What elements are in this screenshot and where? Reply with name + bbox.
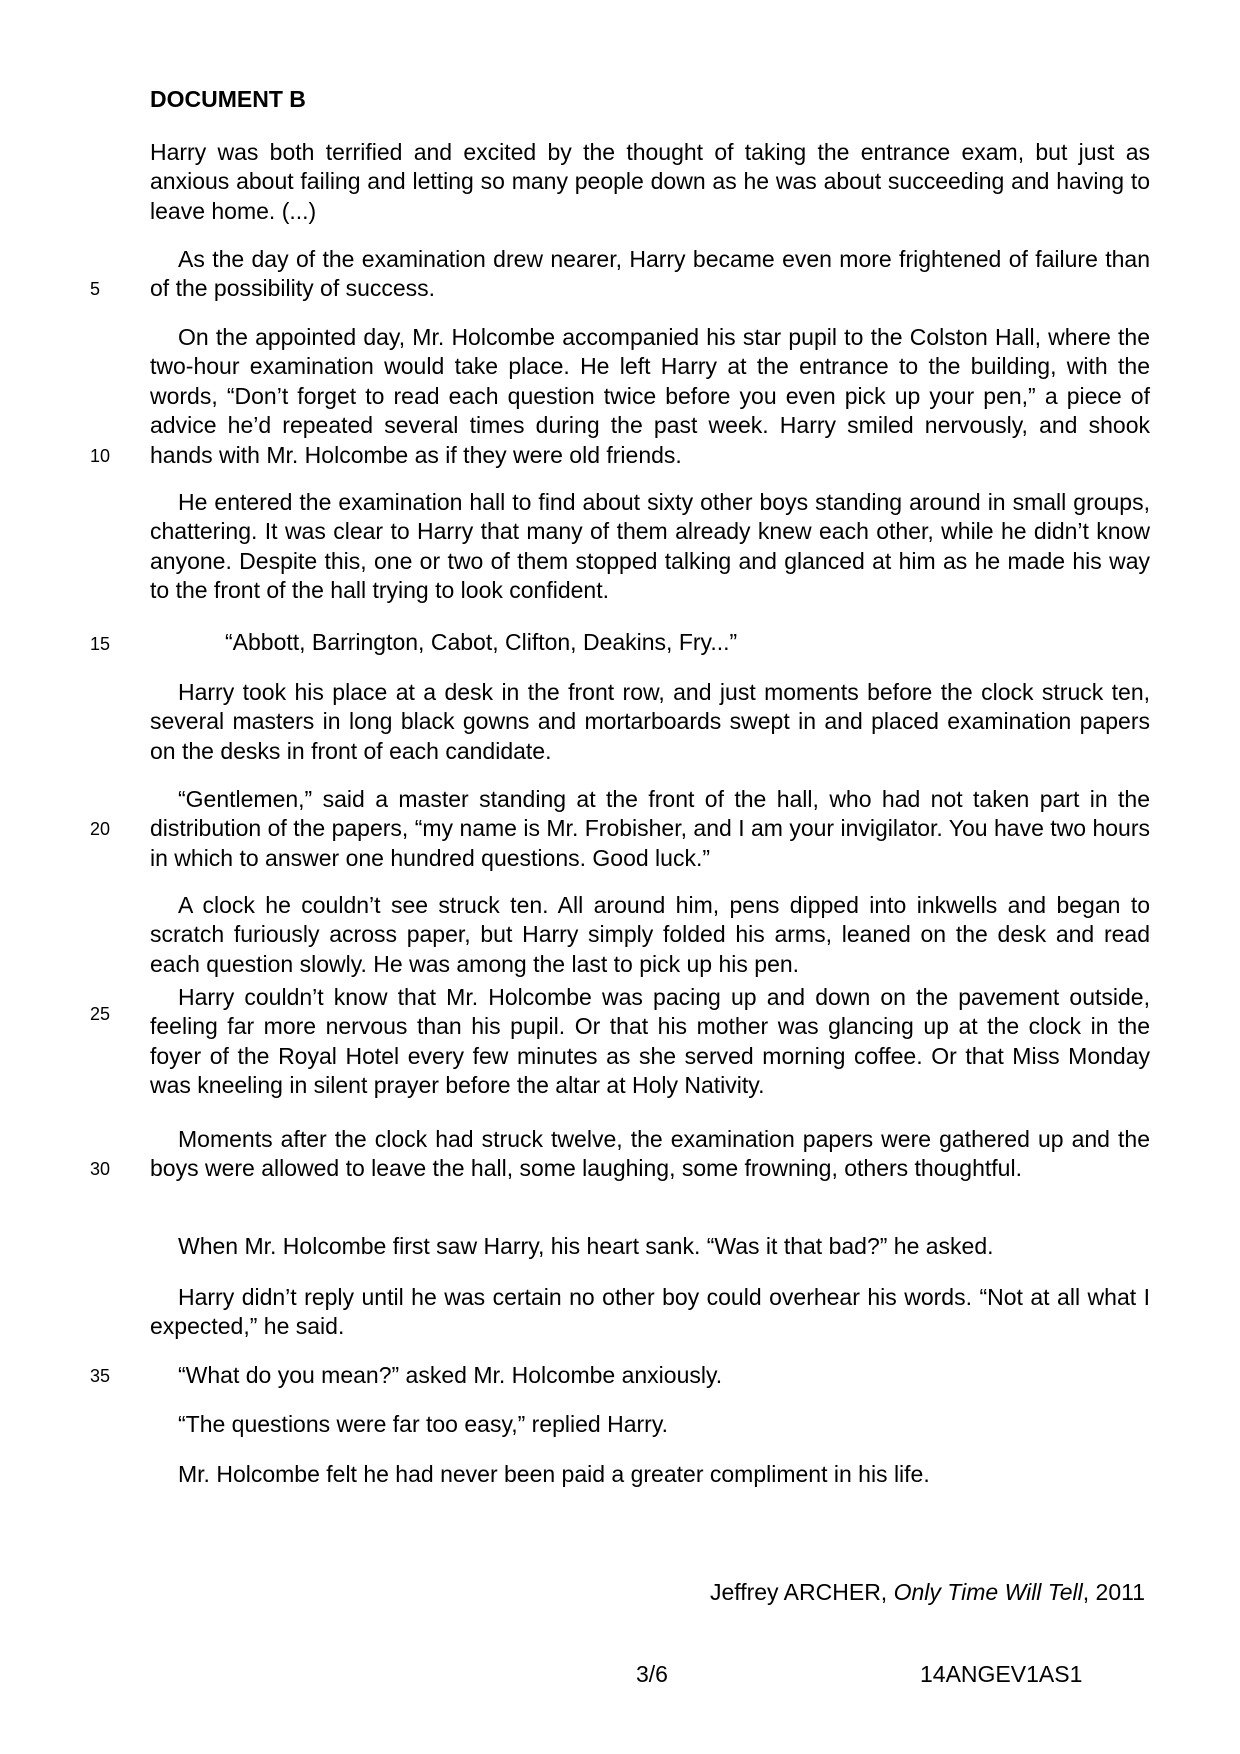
line-number: 10 [90, 446, 111, 466]
paragraph-14: “The questions were far too easy,” replied Harry. [178, 1411, 669, 1437]
paragraph-1: Harry was both terrified and excited by the thought of taking the entrance exam, but just as anxious about failing and letting so many people down as he was about succeeding and having to leave home. (...) [150, 139, 1150, 224]
page-number: 3/6 [636, 1661, 668, 1687]
page-title: DOCUMENT B [150, 86, 306, 112]
exam-code: 14ANGEV1AS1 [920, 1661, 1083, 1687]
line-number: 35 [90, 1366, 111, 1386]
paragraph-3: On the appointed day, Mr. Holcombe accompanied his star pupil to the Colston Hall, where the two-hour examination would take place. He left Harry at the entrance to the building, with the words, “Don’t forget to read each question twice before you even pick up your pen,” a piece of advice he’d repeated several times during the past week. Harry smiled nervously, and shook hands with Mr. Holcombe as if they were old friends. [150, 324, 1150, 468]
citation-year: , 2011 [1082, 1579, 1145, 1605]
paragraph-5: “Abbott, Barrington, Cabot, Clifton, Deakins, Fry...” [225, 629, 738, 655]
paragraph-15: Mr. Holcombe felt he had never been paid a greater compliment in his life. [178, 1461, 930, 1487]
line-number: 5 [90, 279, 101, 299]
citation-author: Jeffrey ARCHER, [709, 1579, 894, 1605]
paragraph-7: “Gentlemen,” said a master standing at the front of the hall, who had not taken part in the distribution of the papers, “my name is Mr. Frobisher, and I am your invigilator. You have two hours in which to answer one hundred questions. Good luck.” [150, 786, 1150, 871]
line-number: 30 [90, 1159, 111, 1179]
paragraph-12: Harry didn’t reply until he was certain no other boy could overhear his words. “Not at all what I expected,” he said. [150, 1284, 1150, 1340]
citation-work: Only Time Will Tell [893, 1579, 1083, 1605]
paragraph-6: Harry took his place at a desk in the front row, and just moments before the clock struck ten, several masters in long black gowns and mortarboards swept in and placed examination papers on the desks in front of each candidate. [150, 679, 1150, 764]
line-number: 15 [90, 634, 111, 654]
paragraph-13: “What do you mean?” asked Mr. Holcombe anxiously. [178, 1362, 723, 1388]
paragraph-9: Harry couldn’t know that Mr. Holcombe was pacing up and down on the pavement outside, feeling far more nervous than his pupil. Or that his mother was glancing up at the clock in the foyer of the Royal Hotel every few minutes as she served morning coffee. Or that Miss Monday was kneeling in silent prayer before the altar at Holy Nativity. [150, 984, 1150, 1099]
paragraph-11: When Mr. Holcombe first saw Harry, his heart sank. “Was it that bad?” he asked. [178, 1233, 994, 1259]
line-number: 20 [90, 819, 111, 839]
line-number: 25 [90, 1004, 111, 1024]
paragraph-10: Moments after the clock had struck twelve, the examination papers were gathered up and the boys were allowed to leave the hall, some laughing, some frowning, others thoughtful. [150, 1126, 1150, 1182]
citation [710, 1578, 1145, 1607]
paragraph-2: As the day of the examination drew nearer, Harry became even more frightened of failure than of the possibility of success. [150, 246, 1150, 302]
paragraph-8: A clock he couldn’t see struck ten. All around him, pens dipped into inkwells and began to scratch furiously across paper, but Harry simply folded his arms, leaned on the desk and read each question slowly. He was among the last to pick up his pen. [150, 892, 1150, 977]
paragraph-4: He entered the examination hall to find about sixty other boys standing around in small groups, chattering. It was clear to Harry that many of them already knew each other, while he didn’t know anyone. Despite this, one or two of them stopped talking and glanced at him as he made his way to the front of the hall trying to look confident. [150, 489, 1150, 604]
